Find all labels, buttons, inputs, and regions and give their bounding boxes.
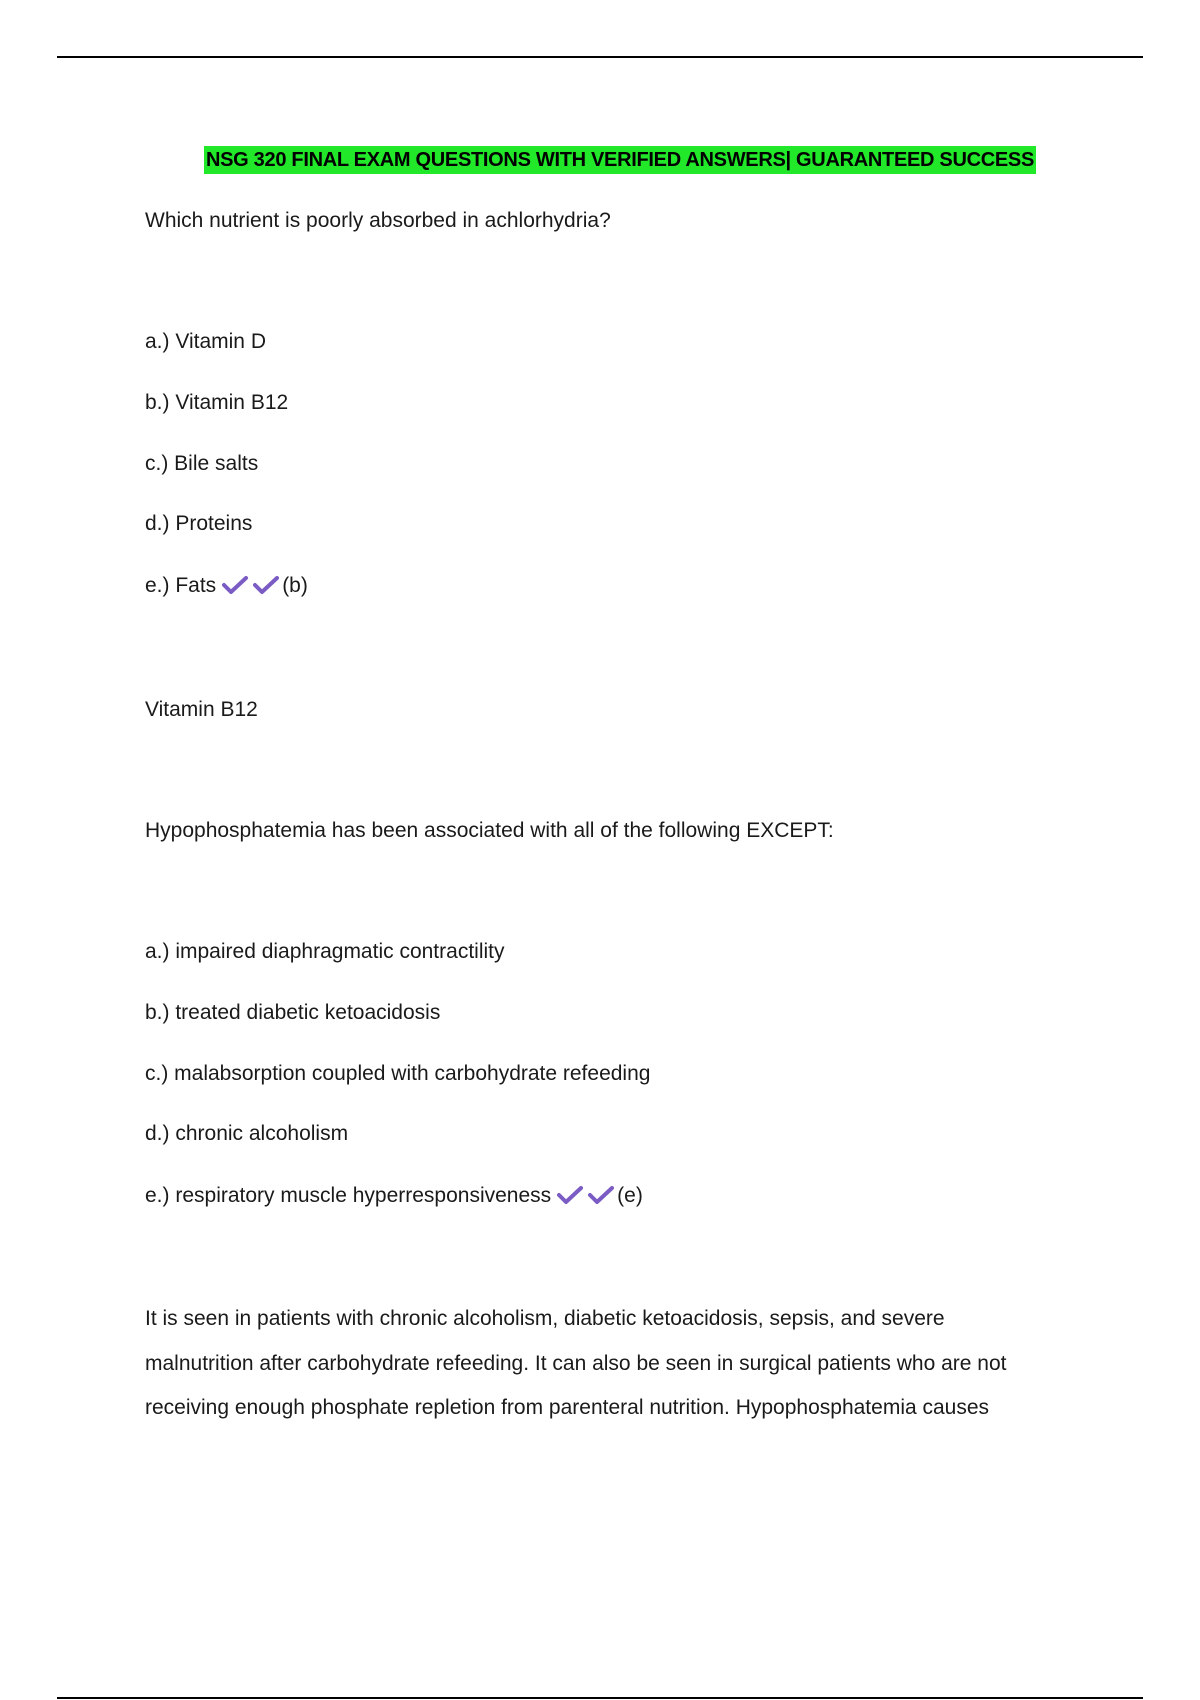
- checkmark-icon: [588, 1185, 614, 1205]
- q2-option-e: e.) respiratory muscle hyperresponsiveness: [145, 1184, 552, 1207]
- q2-answer-key: (e): [617, 1184, 643, 1207]
- question-1-text: Which nutrient is poorly absorbed in achlorhydria?: [145, 209, 611, 232]
- q2-explanation-line-1: It is seen in patients with chronic alcoholism, diabetic ketoacidosis, sepsis, and severe: [145, 1307, 945, 1330]
- q2-option-a: a.) impaired diaphragmatic contractility: [145, 940, 505, 963]
- q1-answer-key: (b): [282, 574, 308, 597]
- q1-option-e-row: [145, 573, 308, 599]
- q2-explanation-line-3: receiving enough phosphate repletion from parenteral nutrition. Hypophosphatemia causes: [145, 1396, 990, 1419]
- q1-option-d: d.) Proteins: [145, 512, 253, 535]
- checkmark-icon: [253, 575, 279, 595]
- checkmark-icon: [557, 1185, 583, 1205]
- q2-option-e-row: [145, 1183, 643, 1209]
- q1-option-c: c.) Bile salts: [145, 452, 259, 475]
- footer-rule: [57, 1697, 1143, 1699]
- q2-option-c: c.) malabsorption coupled with carbohydrate refeeding: [145, 1062, 651, 1085]
- title-container: [0, 146, 1200, 174]
- q2-option-b: b.) treated diabetic ketoacidosis: [145, 1001, 441, 1024]
- checkmark-icon: [222, 575, 248, 595]
- header-rule: [57, 56, 1143, 58]
- document-title: NSG 320 FINAL EXAM QUESTIONS WITH VERIFIED ANSWERS| GUARANTEED SUCCESS: [204, 146, 1036, 174]
- q1-answer: Vitamin B12: [145, 698, 258, 721]
- q1-option-b: b.) Vitamin B12: [145, 391, 289, 414]
- q2-option-d: d.) chronic alcoholism: [145, 1122, 349, 1145]
- question-2-text: Hypophosphatemia has been associated with all of the following EXCEPT:: [145, 819, 834, 842]
- q1-option-e: e.) Fats: [145, 574, 217, 597]
- q2-explanation-line-2: malnutrition after carbohydrate refeeding. It can also be seen in surgical patients who are not: [145, 1352, 1007, 1375]
- q1-option-a: a.) Vitamin D: [145, 330, 266, 353]
